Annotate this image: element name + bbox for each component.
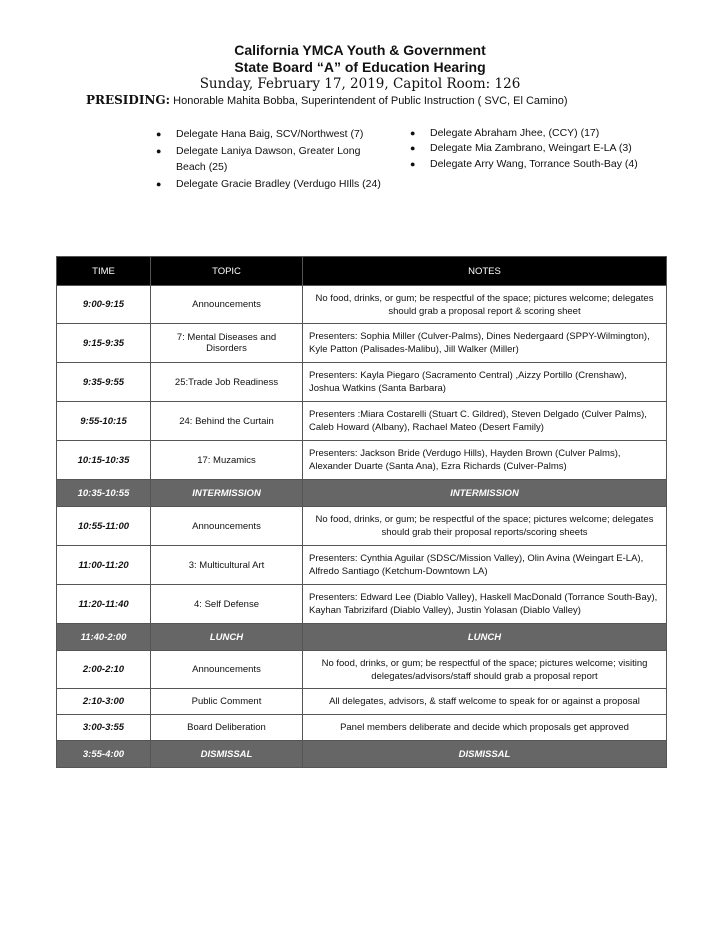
table-row	[57, 546, 667, 585]
row-notes: Presenters: Kayla Piegaro (Sacramento Central) ,Aizzy Portillo (Crenshaw), Joshua Watkins (Santa Barbara)	[303, 363, 667, 402]
delegate-item: ● Delegate Hana Baig, SCV/Northwest (7)	[154, 126, 384, 143]
row-topic: Announcements	[151, 286, 303, 324]
row-notes: Presenters: Edward Lee (Diablo Valley), Haskell MacDonald (Torrance South-Bay), Kayhan Tabrizifard (Diablo Valley), Justin Yolasan (Diablo Valley)	[303, 585, 667, 624]
row-notes: Presenters: Sophia Miller (Culver-Palms), Dines Nedergaard (SPPY-Wilmington), Kyle Patton (Palisades-Malibu), Jill Walker (Miller)	[303, 324, 667, 363]
row-time: 10:35-10:55	[57, 480, 151, 507]
row-topic: INTERMISSION	[151, 480, 303, 507]
table-row	[57, 324, 667, 363]
row-topic: 24: Behind the Curtain	[151, 402, 303, 441]
table-row	[57, 363, 667, 402]
row-time: 3:55-4:00	[57, 741, 151, 768]
table-row	[57, 689, 667, 715]
table-row-break	[57, 624, 667, 651]
header-time: TIME	[57, 257, 151, 286]
row-time: 9:15-9:35	[57, 324, 151, 363]
row-topic: Public Comment	[151, 689, 303, 715]
table-row	[57, 402, 667, 441]
header-topic: TOPIC	[151, 257, 303, 286]
row-notes: DISMISSAL	[303, 741, 667, 768]
schedule-table	[56, 256, 667, 768]
doc-subtitle: State Board “A” of Education Hearing	[234, 59, 486, 75]
delegates-right-list	[408, 126, 640, 173]
row-notes: Panel members deliberate and decide which proposals get approved	[303, 715, 667, 741]
delegate-item: ● Delegate Abraham Jhee, (CCY) (17)	[408, 126, 640, 141]
row-topic: 3: Multicultural Art	[151, 546, 303, 585]
row-notes: No food, drinks, or gum; be respectful of the space; pictures welcome; visiting delegates/advisors/staff should grab a proposal report	[303, 651, 667, 689]
row-topic: 17: Muzamics	[151, 441, 303, 480]
row-time: 10:55-11:00	[57, 507, 151, 546]
row-topic: LUNCH	[151, 624, 303, 651]
row-topic: DISMISSAL	[151, 741, 303, 768]
row-time: 2:00-2:10	[57, 651, 151, 689]
row-topic: Announcements	[151, 651, 303, 689]
presiding-label: PRESIDING:	[86, 93, 171, 107]
doc-title: California YMCA Youth & Government	[234, 42, 486, 58]
row-time: 11:00-11:20	[57, 546, 151, 585]
delegate-item: ● Delegate Gracie Bradley (Verdugo HIlls (24)	[154, 176, 384, 193]
table-row	[57, 651, 667, 689]
table-row-break	[57, 480, 667, 507]
table-header-row	[57, 257, 667, 286]
row-topic: 25:Trade Job Readiness	[151, 363, 303, 402]
row-topic: Announcements	[151, 507, 303, 546]
row-time: 11:40-2:00	[57, 624, 151, 651]
delegate-item: ● Delegate Mia Zambrano, Weingart E-LA (3)	[408, 141, 640, 156]
row-notes: Presenters: Jackson Bride (Verdugo Hills), Hayden Brown (Culver Palms), Alexander Duarte (Santa Ana), Ezra Richards (Culver-Palms)	[303, 441, 667, 480]
delegate-item: ● Delegate Laniya Dawson, Greater Long Beach (25)	[154, 143, 384, 176]
table-row	[57, 715, 667, 741]
header-notes: NOTES	[303, 257, 667, 286]
row-notes: INTERMISSION	[303, 480, 667, 507]
row-time: 3:00-3:55	[57, 715, 151, 741]
row-topic: 7: Mental Diseases and Disorders	[151, 324, 303, 363]
row-notes: No food, drinks, or gum; be respectful of the space; pictures welcome; delegates should grab their proposal reports/scoring sheets	[303, 507, 667, 546]
row-topic: Board Deliberation	[151, 715, 303, 741]
row-time: 9:55-10:15	[57, 402, 151, 441]
table-row	[57, 441, 667, 480]
table-row	[57, 286, 667, 324]
presiding-line	[86, 93, 568, 107]
row-notes: Presenters: Cynthia Aguilar (SDSC/Mission Valley), Olin Avina (Weingart E-LA), Alfredo Santiago (Ketchum-Downtown LA)	[303, 546, 667, 585]
row-time: 9:35-9:55	[57, 363, 151, 402]
presiding-text: Honorable Mahita Bobba, Superintendent of Public Instruction ( SVC, El Camino)	[170, 95, 568, 107]
row-notes: LUNCH	[303, 624, 667, 651]
row-topic: 4: Self Defense	[151, 585, 303, 624]
table-row-break	[57, 741, 667, 768]
row-notes: No food, drinks, or gum; be respectful of the space; pictures welcome; delegates should grab a proposal report & scoring sheet	[303, 286, 667, 324]
delegate-item: ● Delegate Arry Wang, Torrance South-Bay (4)	[408, 156, 640, 173]
delegates-left-list	[154, 126, 384, 192]
row-notes: All delegates, advisors, & staff welcome to speak for or against a proposal	[303, 689, 667, 715]
row-time: 2:10-3:00	[57, 689, 151, 715]
row-notes: Presenters :Miara Costarelli (Stuart C. Gildred), Steven Delgado (Culver Palms), Caleb Howard (Albany), Rachael Mateo (Desert Family)	[303, 402, 667, 441]
row-time: 10:15-10:35	[57, 441, 151, 480]
row-time: 9:00-9:15	[57, 286, 151, 324]
table-row	[57, 585, 667, 624]
row-time: 11:20-11:40	[57, 585, 151, 624]
doc-date-room: Sunday, February 17, 2019, Capitol Room: 126	[199, 76, 521, 92]
table-row	[57, 507, 667, 546]
